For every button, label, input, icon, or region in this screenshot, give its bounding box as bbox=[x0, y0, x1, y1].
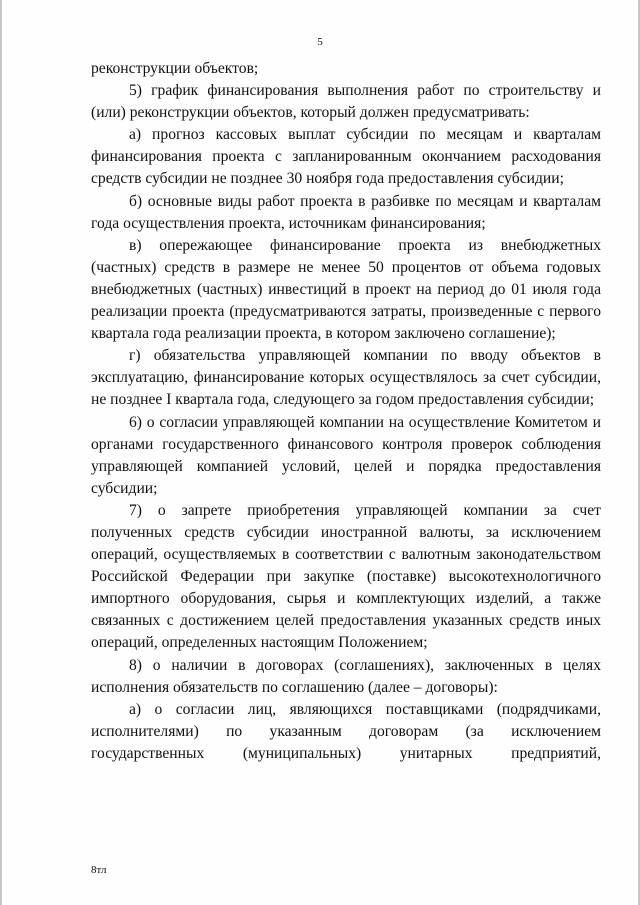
paragraph-continuation: реконструкции объектов; bbox=[91, 60, 259, 77]
paragraph-item-8a: а) о согласии лиц, являющихся поставщиками (подрядчиками, исполнителями) по указанным договорам (за исключением государственных (муниципальных) унитарных предприятий, bbox=[91, 700, 601, 762]
paragraph-item-7: 7) о запрете приобретения управляющей компании за счет полученных средств субсидии иностранной валюты, за исключением операций, осуществляемых в соответствии с валютным законодательством Российской Федерации при закупке (поставке) высокотехнологичного импортного оборудования, сырья и комплектующих изделий, а также связанных с достижением целей предоставления указанных средств иных операций, определенных настоящим Положением; bbox=[91, 501, 601, 652]
paragraph-item-5b: б) основные виды работ проекта в разбивке по месяцам и кварталам года осуществления проекта, источникам финансирования; bbox=[91, 192, 601, 232]
paragraph-item-8: 8) о наличии в договорах (соглашениях), заключенных в целях исполнения обязательств по соглашению (далее – договоры): bbox=[91, 656, 601, 696]
paragraph-item-5a: а) прогноз кассовых выплат субсидии по месяцам и кварталам финансирования проекта с запланированным окончанием расходования средств субсидии не позднее 30 ноября года предоставления субсидии; bbox=[91, 126, 601, 188]
page-number: 5 bbox=[317, 36, 323, 48]
paragraph-item-5: 5) график финансирования выполнения работ по строительству и (или) реконструкции объектов, который должен предусматривать: bbox=[91, 82, 601, 122]
paragraph-item-6: 6) о согласии управляющей компании на осуществление Комитетом и органами государственного финансового контроля проверок соблюдения управляющей компанией условий, целей и порядка предоставления субсидии; bbox=[91, 413, 601, 497]
paragraph-item-5g: г) обязательства управляющей компании по вводу объектов в эксплуатацию, финансирование которых осуществлялось за счет субсидии, не позднее I квартала года, следующего за годом предоставления субсидии; bbox=[91, 347, 601, 409]
document-body bbox=[91, 58, 601, 765]
footer-document-code: 8тл bbox=[91, 864, 107, 876]
paragraph-item-5v: в) опережающее финансирование проекта из внебюджетных (частных) средств в размере не менее 50 процентов от объема годовых внебюджетных (частных) инвестиций в проект на период до 01 июля года реализации проекта (предусматриваются затраты, произведенные с первого квартала года реализации проекта, в котором заключено соглашение); bbox=[91, 236, 601, 343]
scan-edge-left bbox=[0, 0, 2, 905]
